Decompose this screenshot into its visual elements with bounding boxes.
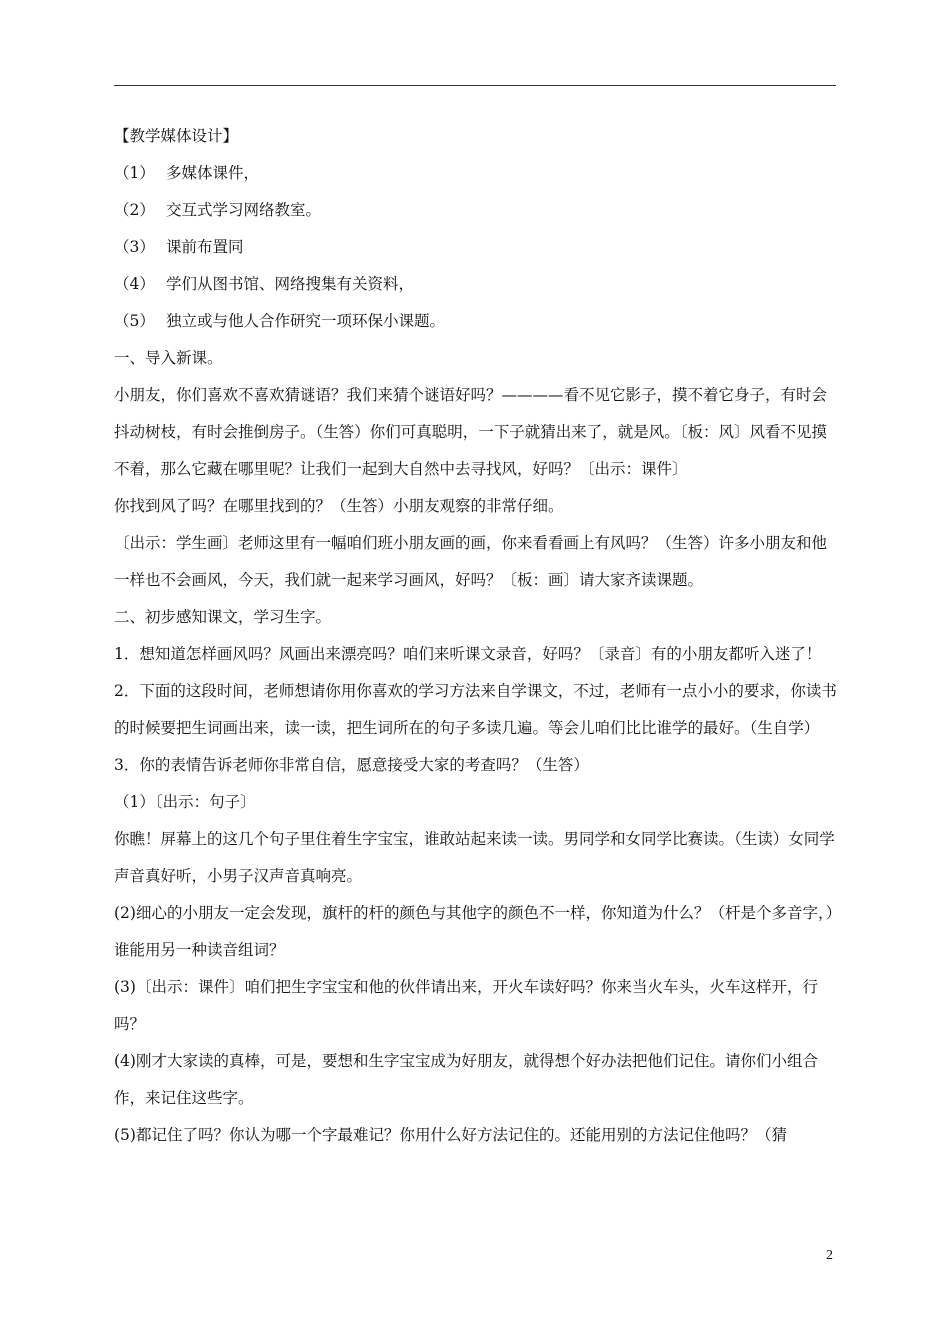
media-item [114,266,838,303]
page-number: 2 [826,1248,833,1263]
paragraph: (4)刚才大家读的真棒，可是，要想和生字宝宝成为好朋友，就得想个好办法把他们记住。请你们小组合作，来记住这些字。 [114,1052,818,1107]
header-rule [114,85,836,86]
media-list [114,155,838,340]
media-item-text: 独立或与他人合作研究一项环保小课题。 [166,312,446,330]
paragraph: (2)细心的小朋友一定会发现，旗杆的杆的颜色与其他字的颜色不一样，你知道为什么？（杆是个多音字，）谁能用另一种读音组词？ [114,904,834,959]
media-item-text: 多媒体课件， [166,164,260,182]
media-item [114,303,838,340]
section-title-study: 二、初步感知课文，学习生字。 [114,608,332,626]
media-item-text: 学们从图书馆、网络搜集有关资料， [166,275,415,293]
paragraph: 小朋友，你们喜欢不喜欢猜谜语？我们来猜个谜语好吗？————看不见它影子，摸不着它身子，有时会抖动树枝，有时会推倒房子。（生答）你们可真聪明，一下子就猜出来了，就是风。〔板：风〕风看不见摸不着，那么它藏在哪里呢？让我们一起到大自然中去寻找风，好吗？〔出示：课件〕 [114,386,828,478]
media-item [114,155,838,192]
media-item-text: 交互式学习网络教室。 [166,201,322,219]
paragraph: 〔出示：学生画〕老师这里有一幅咱们班小朋友画的画，你来看看画上有风吗？（生答）许多小朋友和他一样也不会画风，今天，我们就一起来学习画风，好吗？〔板：画〕请大家齐读课题。 [114,534,828,589]
media-item [114,229,838,266]
paragraph: 3．你的表情告诉老师你非常自信，愿意接受大家的考查吗？（生答） [114,756,589,774]
section-title-intro: 一、导入新课。 [114,349,223,367]
media-item-number: （5） [114,312,155,330]
paragraph: 2．下面的这段时间，老师想请你用你喜欢的学习方法来自学课文，不过，老师有一点小小的要求，你读书的时候要把生词画出来，读一读，把生词所在的句子多读几遍。等会儿咱们比比谁学的最好。（生自学） [114,682,837,737]
paragraph: (5)都记住了吗？你认为哪一个字最难记？你用什么好方法记住的。还能用别的方法记住他吗？（猜 [114,1126,787,1144]
paragraph: 你找到风了吗？在哪里找到的？（生答）小朋友观察的非常仔细。 [114,497,564,515]
media-item-number: （1） [114,164,155,182]
media-item-number: （3） [114,238,155,256]
media-item-number: （2） [114,201,155,219]
paragraph: （1）〔出示：句子〕 [114,793,256,811]
media-item [114,192,838,229]
media-item-text: 课前布置同 [166,238,244,256]
document-body [114,118,838,1154]
section-heading-media: 【教学媒体设计】 [114,127,239,145]
paragraph: 你瞧！屏幕上的这几个句子里住着生字宝宝，谁敢站起来读一读。男同学和女同学比赛读。（生读）女同学声音真好听，小男子汉声音真响亮。 [114,830,835,885]
paragraph: 1．想知道怎样画风吗？风画出来漂亮吗？咱们来听课文录音，好吗？〔录音〕有的小朋友都听入迷了！ [114,645,822,663]
paragraph: (3)〔出示：课件〕咱们把生字宝宝和他的伙伴请出来，开火车读好吗？你来当火车头，火车这样开，行吗？ [114,978,818,1033]
media-item-number: （4） [114,275,155,293]
